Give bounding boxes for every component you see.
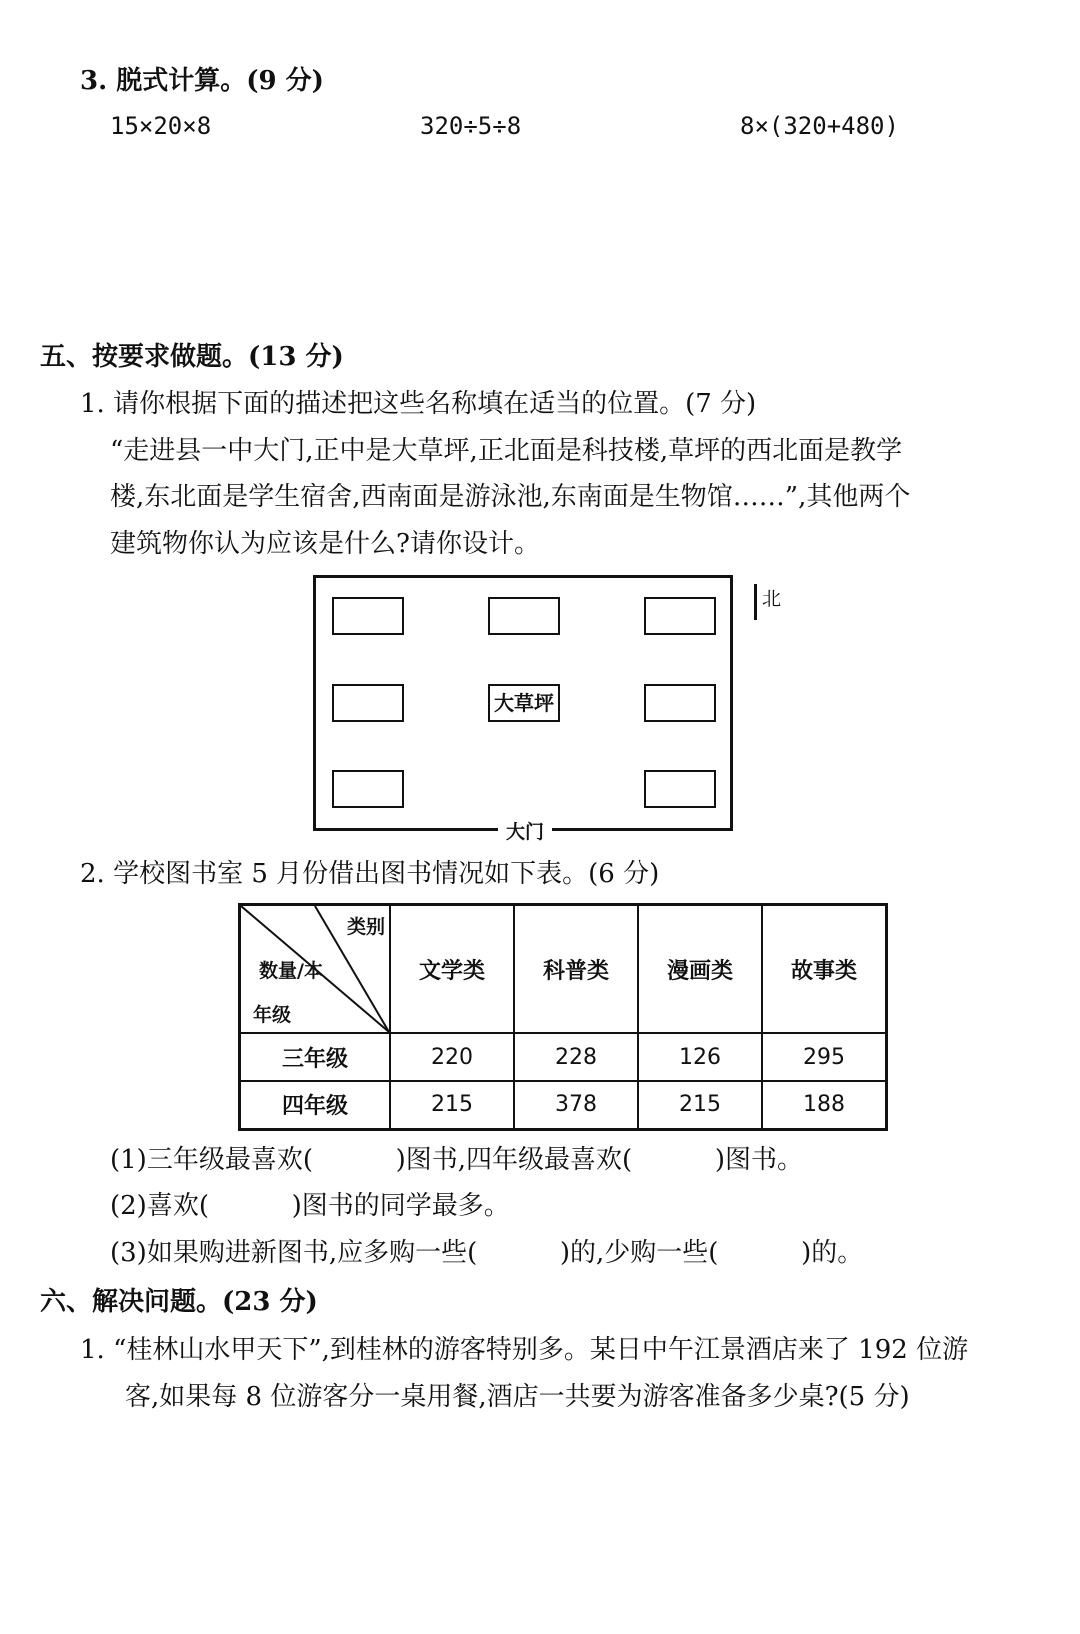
campus-map [313, 575, 733, 843]
expression-2: 320÷5÷8 [420, 112, 522, 140]
s5-q1-line-2: 楼,东北面是学生宿舍,西南面是游泳池,东南面是生物馆……”,其他两个 [110, 482, 911, 512]
table-col-header: 文学类 [390, 905, 514, 1034]
s6-q1-line-1: 1. “桂林山水甲天下”,到桂林的游客特别多。某日中午江景酒店来了 192 位游 [80, 1335, 969, 1365]
table-cell: 295 [762, 1033, 887, 1081]
north-label: 北 [762, 588, 782, 610]
table-row [240, 1081, 887, 1129]
table-col-header: 故事类 [762, 905, 887, 1034]
table-col-header: 科普类 [514, 905, 638, 1034]
corner-quantity-label: 数量/本 [259, 960, 323, 982]
table-col-header: 漫画类 [638, 905, 762, 1034]
table-corner-header [240, 905, 391, 1034]
corner-category-label: 类别 [346, 916, 385, 938]
table-cell: 126 [638, 1033, 762, 1081]
table-cell: 220 [390, 1033, 514, 1081]
expression-1: 15×20×8 [110, 112, 212, 140]
expression-3: 8×(320+480) [740, 112, 899, 140]
map-slot-southeast[interactable] [644, 770, 716, 808]
map-gate-label: 大门 [498, 817, 552, 844]
map-slot-northeast[interactable] [644, 597, 716, 635]
corner-grade-label: 年级 [253, 1004, 292, 1026]
s5-q1-title: 1. 请你根据下面的描述把这些名称填在适当的位置。(7 分) [80, 389, 757, 419]
library-table [238, 903, 888, 1131]
s5-q2-sub-1: (1)三年级最喜欢( )图书,四年级最喜欢( )图书。 [110, 1145, 803, 1175]
section6-title: 六、解决问题。(23 分) [40, 1287, 318, 1317]
table-row-header: 四年级 [240, 1081, 391, 1129]
s5-q2-title: 2. 学校图书室 5 月份借出图书情况如下表。(6 分) [80, 859, 660, 889]
map-slot-north[interactable] [488, 597, 560, 635]
table-row [240, 1033, 887, 1081]
s6-q1-line-2: 客,如果每 8 位游客分一桌用餐,酒店一共要为游客准备多少桌?(5 分) [125, 1382, 910, 1412]
map-slot-northwest[interactable] [332, 597, 404, 635]
s5-q2-sub-3: (3)如果购进新图书,应多购一些( )的,少购一些( )的。 [110, 1238, 864, 1268]
table-cell: 378 [514, 1081, 638, 1129]
table-cell: 188 [762, 1081, 887, 1129]
map-slot-southwest[interactable] [332, 770, 404, 808]
map-slot-west[interactable] [332, 684, 404, 722]
table-row-header: 三年级 [240, 1033, 391, 1081]
section5-title: 五、按要求做题。(13 分) [40, 342, 344, 372]
table-cell: 215 [638, 1081, 762, 1129]
s5-q1-line-1: “走进县一中大门,正中是大草坪,正北面是科技楼,草坪的西北面是教学 [110, 436, 903, 466]
s5-q1-line-3: 建筑物你认为应该是什么?请你设计。 [110, 529, 540, 559]
north-arrow-icon [754, 584, 757, 620]
table-cell: 228 [514, 1033, 638, 1081]
map-slot-east[interactable] [644, 684, 716, 722]
table-cell: 215 [390, 1081, 514, 1129]
q3-title: 3. 脱式计算。(9 分) [80, 66, 324, 96]
map-center-lawn: 大草坪 [488, 684, 560, 722]
s5-q2-sub-2: (2)喜欢( )图书的同学最多。 [110, 1191, 510, 1221]
